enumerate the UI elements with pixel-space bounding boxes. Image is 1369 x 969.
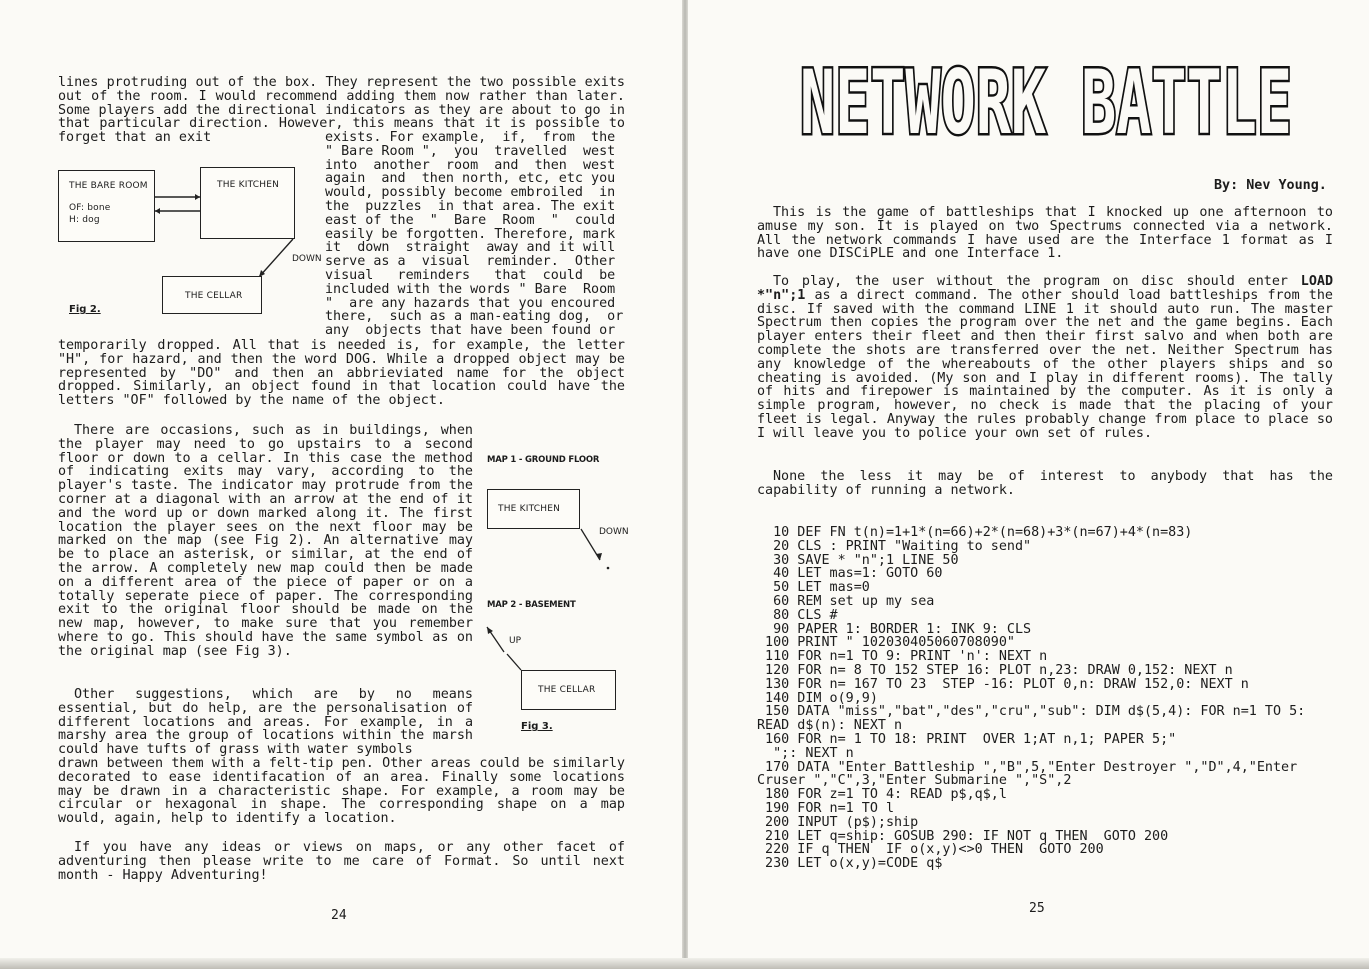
fig3-map1-down-label: DOWN: [599, 527, 629, 537]
code-line: 170 DATA "Enter Battleship ","B",5,"Enter Destroyer ","D",4,"Enter: [757, 759, 1298, 775]
fig2-bare-room-label: THE BARE ROOM: [69, 181, 148, 191]
continuation-paragraph: temporarily dropped. All that is needed is, for example, the letter "H", for hazard, and then the word DOG. While a dropped object may be represented by "DO" and then an abbrieviated name for the object dropped. Similarly, an object found in that location could have the letters "OF" followed by the name of the object.: [58, 338, 625, 409]
intro-paragraph: This is the game of battleships that I knocked up one afternoon to amuse my son. It is played on two Spectrums connected via a network. All the network commands I have used are the Interface 1 format as I have one DISCiPLE and one Interface 1.: [757, 205, 1333, 262]
code-line: 210 LET q=ship: GOSUB 290: IF NOT q THEN GOTO 200: [757, 828, 1169, 844]
fig2-cellar-label: THE CELLAR: [185, 291, 243, 301]
interest-paragraph: None the less it may be of interest to anybody that has the capability of running a network.: [757, 469, 1333, 498]
byline: By: Nev Young.: [1214, 178, 1327, 193]
fig3-map2-up-label: UP: [509, 636, 522, 646]
code-line: 190 FOR n=1 TO l: [757, 800, 895, 816]
fig2-bare-room-note-1: OF: bone: [69, 203, 111, 213]
fig2-bare-room-note-2: H: dog: [69, 215, 100, 225]
code-line: 150 DATA "miss","bat","des","cru","sub": DIM d$(5,4): FOR n=1 TO 5:: [757, 704, 1306, 720]
code-line: 140 DIM o(9,9): [757, 690, 878, 706]
page-number-left: 24: [331, 908, 347, 923]
wrap-paragraph-line: it down straight away and it will: [325, 240, 616, 256]
wrap-paragraph-line: exists. For example, if, from the: [325, 130, 616, 145]
wrap-paragraph-line: serve as a visual reminder. Other: [325, 254, 616, 270]
fig3-map2-title: MAP 2 - BASEMENT: [487, 600, 576, 610]
code-line: 80 CLS #: [757, 607, 838, 623]
suggestions-paragraph-narrow: Other suggestions, which are by no means essential, but do help, are the personalisation of different locations and areas. For example, in a marshy area the group of locations within the marsh could have tufts of grass with water symbols: [58, 687, 473, 758]
code-line: 130 FOR n= 167 TO 23 STEP -16: PLOT 0,n: DRAW 152,0: NEXT n: [757, 676, 1249, 692]
wrap-paragraph-line: " are any hazards that you encoured: [325, 295, 616, 311]
scan-bottom-edge: [0, 958, 1369, 969]
code-line: 180 FOR z=1 TO 4: READ p$,q$,l: [757, 787, 1007, 803]
wrap-paragraph-line: would, possibly become embroiled in: [325, 185, 616, 201]
play-paragraph-rest: as a direct command. The other should load battleships from the disc. If saved with the command LINE 1 it should auto run. The master Spectrum then copies the program over the net and the game begins. Each player enters their fleet and then their first salvo and when both are complete the shots are transferred over the net. Neither Spectrum has any knowledge of the whereabouts of the other players ships and so cheating is avoided. (My son and I play in different rooms). The tally of hits and firepower is maintained by the computer. As it is only a simple program, however, no check is made that the placing of your fleet is legal. Anyway the rules probably change from place to place so I will leave you to police your own set of rules.: [757, 287, 1333, 441]
wrap-paragraph-line: " Bare Room ", you travelled west: [325, 143, 616, 159]
code-line: READ d$(n): NEXT n: [757, 718, 903, 734]
suggestions-paragraph-full: drawn between them with a felt-tip pen. Other areas could be similarly decorated to ease identifacation of an area. Finally some locations may be drawn in a characteristic shape. For example, a room may be circular or hexagonal in shape. The corresponding shape on a map would, again, help to identify a location.: [58, 756, 625, 827]
code-line: 20 CLS : PRINT "Waiting to send": [757, 538, 1032, 554]
wrap-paragraph-line: any objects that have been found or: [325, 323, 616, 339]
wrap-paragraph-line: there, such as a man-eating dog, or: [325, 309, 624, 325]
play-paragraph-start: To play, the user without the program on disc should enter: [773, 274, 1288, 289]
code-line: 10 DEF FN t(n)=1+1*(n=66)+2*(n=68)+3*(n=67)+4*(n=83): [757, 525, 1193, 540]
fig3-map2-cellar-label: THE CELLAR: [538, 685, 596, 695]
occasions-paragraph: There are occasions, such as in buildings, when the player may need to go upstairs to a second floor or down to a cellar. In this case the method of indicating exits may vary, according to the player's taste. The indicator may protrude from the corner at a diagonal with an arrow at the end of it and the word up or down marked along it. The first location the player sees on the next floor may be marked on the map (see Fig 2). An alternative may be to place an asterisk, or similar, at the end of the arrow. A completely new map could then be made on a different area of the piece of paper or on a totally seperate piece of paper. The corresponding exit to the original floor should be made on the new map, however, to make sure that you remember where to go. This should have the same symbol as on the original map (see Fig 3).: [58, 423, 473, 659]
load-command: LOAD *"n";1: [757, 274, 1334, 303]
code-line: 110 FOR n=1 TO 9: PRINT 'n': NEXT n: [757, 649, 1048, 665]
wrap-paragraph-line: visual reminders that could be: [325, 267, 616, 283]
top-paragraph: lines protruding out of the box. They represent the two possible exits out of the room. I would recommend adding them now rather than later. Some players add the directional indicators as they are about to go in that particular direction. However, this means that it is possible to forget that an exit: [58, 75, 625, 146]
fig3-connectors: [0, 0, 684, 969]
code-line: 50 LET mas=0: [757, 580, 870, 596]
wrap-paragraph-line: the puzzles in that area. The exit: [325, 198, 616, 214]
fig3-map2-cellar-box: [521, 670, 616, 710]
code-line: 200 INPUT (p$);ship: [757, 814, 919, 830]
article-title-art: [796, 55, 1296, 150]
fig3-map1-title: MAP 1 - GROUND FLOOR: [487, 455, 600, 465]
wrap-paragraph-line: east of the " Bare Room " could: [325, 212, 616, 228]
code-line: 230 LET o(x,y)=CODE q$: [757, 856, 943, 872]
wrap-paragraph-line: included with the words " Bare Room: [325, 281, 616, 297]
wrap-paragraph-line: again and then north, etc, etc you: [325, 171, 616, 187]
code-line: 100 PRINT " 102030405060708090": [757, 635, 1015, 651]
code-line: ";: NEXT n: [757, 745, 854, 761]
code-line: 90 PAPER 1: BORDER 1: INK 9: CLS: [757, 621, 1032, 637]
play-paragraph: [757, 275, 1333, 441]
article-title: NETWORK BATTLE: [800, 55, 1292, 150]
code-line: 120 FOR n= 8 TO 152 STEP 16: PLOT n,23: DRAW 0,152: NEXT n: [757, 662, 1233, 678]
basic-program-listing: [757, 526, 1337, 871]
code-line: 60 REM set up my sea: [757, 593, 935, 609]
fig2-kitchen-label: THE KITCHEN: [217, 180, 280, 190]
code-line: 40 LET mas=1: GOTO 60: [757, 566, 943, 582]
fig2-caption: Fig 2.: [69, 304, 101, 315]
wrap-paragraph-line: easily be forgotten. Therefore, mark: [325, 226, 616, 242]
page-number-right: 25: [1029, 901, 1045, 916]
code-line: 220 IF q THEN IF o(x,y)<>0 THEN GOTO 200: [757, 842, 1104, 858]
fig2-down-label: DOWN: [292, 254, 322, 264]
closing-paragraph: If you have any ideas or views on maps, or any other facet of adventuring then please write to me care of Format. So until next month - Happy Adventuring!: [58, 840, 625, 883]
code-line: 30 SAVE * "n";1 LINE 50: [757, 552, 959, 568]
fig3-map1-kitchen-label: THE KITCHEN: [498, 504, 561, 514]
wrap-paragraph-line: into another room and then west: [325, 157, 616, 173]
code-line: Cruser ","C",3,"Enter Submarine ","S",2: [757, 773, 1072, 789]
fig3-caption: Fig 3.: [521, 721, 553, 732]
code-line: 160 FOR n= 1 TO 18: PRINT OVER 1;AT n,1; PAPER 5;": [757, 731, 1177, 747]
